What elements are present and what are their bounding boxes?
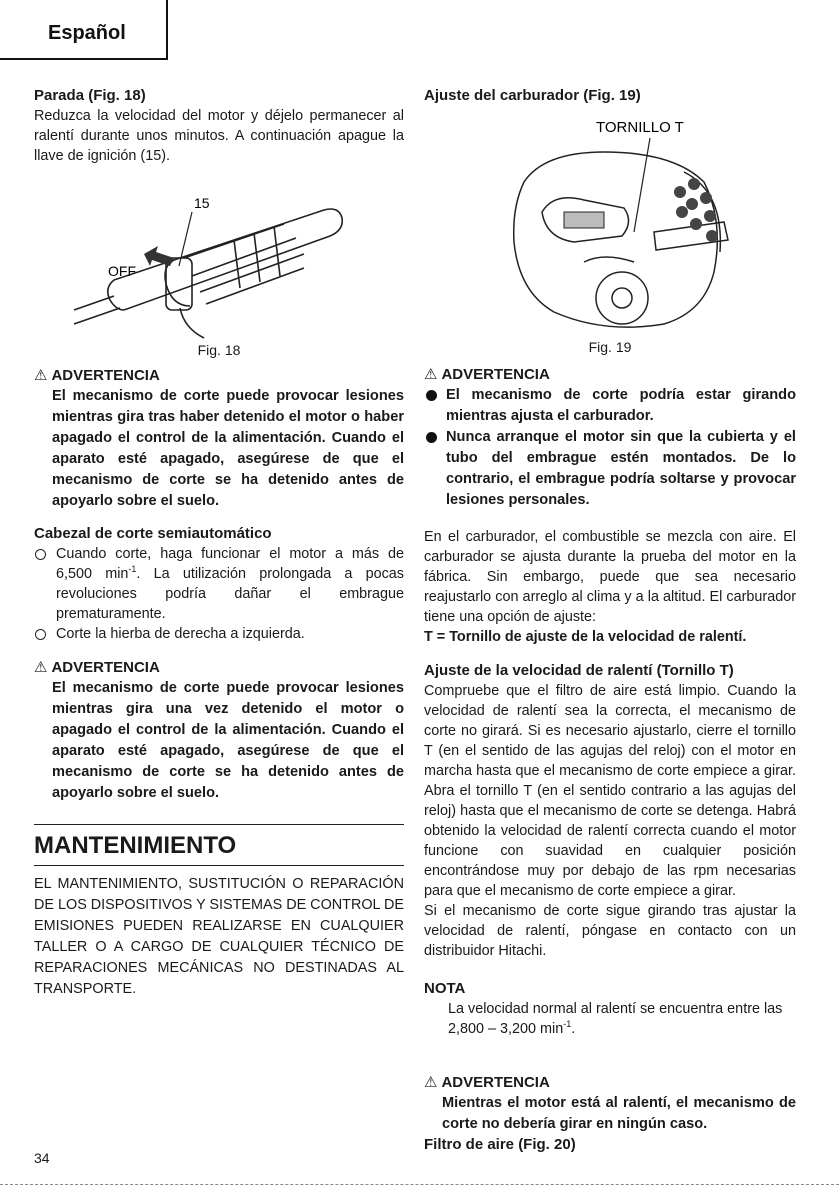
warning-4-title: ADVERTENCIA xyxy=(441,1074,550,1091)
left-column xyxy=(34,86,404,1000)
warning-3 xyxy=(424,365,796,511)
fig19-caption: Fig. 19 xyxy=(588,339,632,355)
note-text: La velocidad normal al ralentí se encuentra entre las 2,800 – 3,200 $\min^{-1}$. xyxy=(448,1001,783,1037)
maintenance-text: EL MANTENIMIENTO, SUSTITUCIÓN O REPARACIÓN DE LOS DISPOSITIVOS Y SISTEMAS DE CONTROL DE EMISIONES PUEDEN REALIZARSE EN CUALQUIER TALLER O A CARGO DE CUALQUIER TÉCNICO DE REPARACIONES MECÁNICAS NO DESTINADAS AL TRANSPORTE. xyxy=(34,876,404,997)
fig18-caption: Fig. 18 xyxy=(197,342,241,358)
semi-auto-item-2: Corte la hierba de derecha a izquierda. xyxy=(34,624,404,644)
language-label: Español xyxy=(48,22,126,44)
idle-section xyxy=(424,661,796,961)
carb-option: T = Tornillo de ajuste de la velocidad de ralentí. xyxy=(424,629,747,645)
warning-triangle-icon: ⚠ xyxy=(424,1074,438,1091)
warning-4 xyxy=(424,1073,796,1135)
warning-3-title: ADVERTENCIA xyxy=(441,366,550,383)
semi-auto-section xyxy=(34,524,404,644)
idle-text: Compruebe que el filtro de aire está limpio. Cuando la velocidad de ralentí sea la correcta, el mecanismo de corte no girará. Si es necesario ajustarlo, cierre el tornillo T (en el sentido de las agujas del reloj) con el motor en marcha hasta que el mecanismo de corte empiece a girar. Abra el tornillo T (en el sentido contrario a las agujas del reloj) hasta que el mecanismo de corte se detenga. Habrá obtenido la velocidad de ralentí correcta cuando el motor funcione con suavidad en cualquier posición encontrándose muy por debajo de las rpm necesarias para que el mecanismo de corte empiece a girar. xyxy=(424,683,796,899)
fig18-callout-15: 15 xyxy=(194,195,210,211)
idle-text-2: Si el mecanismo de corte sigue girando tras ajustar la velocidad de ralentí, póngase en contacto con un distribuidor Hitachi. xyxy=(424,903,796,959)
note-section xyxy=(424,979,796,1039)
divider xyxy=(34,865,404,866)
maintenance-section xyxy=(34,824,404,1000)
warning-2-title: ADVERTENCIA xyxy=(51,659,160,676)
warning-triangle-icon: ⚠ xyxy=(34,367,48,384)
air-filter-heading: Filtro de aire (Fig. 20) xyxy=(424,1136,576,1153)
warning-3-item-1: El mecanismo de corte podría estar girando mientras ajusta el carburador. xyxy=(424,385,796,427)
fig18-off-label: OFF xyxy=(108,263,136,279)
warning-2 xyxy=(34,658,404,804)
stop-heading: Parada (Fig. 18) xyxy=(34,87,146,104)
warning-triangle-icon: ⚠ xyxy=(34,659,48,676)
ignition-switch-illustration xyxy=(34,188,404,340)
warning-3-item-2: Nunca arranque el motor sin que la cubierta y el tubo del embrague estén montados. De lo contrario, el embrague podría soltarse y provocar lesiones personales. xyxy=(424,427,796,511)
semi-auto-heading: Cabezal de corte semiautomático xyxy=(34,525,272,542)
warning-1-text: El mecanismo de corte puede provocar lesiones mientras gira tras haber detenido el motor o haber apagado el control de la alimentación. Cuando el aparato esté apagado, asegúrese de que el mecanismo de corte se ha detenido antes de apoyarlo sobre el suelo. xyxy=(52,388,404,509)
carb-text: En el carburador, el combustible se mezcla con aire. El carburador se ajusta durante la prueba del motor en la fábrica. Sin embargo, puede que sea necesario reajustarlo con arreglo al clima y a la altitud. El carburador tiene una opción de ajuste: xyxy=(424,529,796,625)
warning-1-title: ADVERTENCIA xyxy=(51,367,160,384)
warning-4-text: Mientras el motor está al ralentí, el mecanismo de corte no debería girar en ningún caso. xyxy=(442,1095,796,1132)
idle-heading: Ajuste de la velocidad de ralentí (Tornillo T) xyxy=(424,662,734,679)
page-number: 34 xyxy=(34,1150,50,1166)
fig19-screw-label: TORNILLO T xyxy=(596,119,684,136)
right-column xyxy=(424,86,796,1155)
carburator-illustration xyxy=(424,112,796,337)
carb-heading: Ajuste del carburador (Fig. 19) xyxy=(424,87,641,104)
bottom-border xyxy=(0,1184,839,1185)
warning-1 xyxy=(34,366,404,512)
stop-text: Reduzca la velocidad del motor y déjelo permanecer al ralentí durante unos minutos. A continuación apague la llave de ignición (15). xyxy=(34,108,404,164)
figure-18 xyxy=(34,188,404,358)
language-tab xyxy=(0,0,168,60)
maintenance-title: MANTENIMIENTO xyxy=(34,832,237,859)
semi-auto-item-1: Cuando corte, haga funcionar el motor a más de 6,500 $\min^{-1}$. La utilización prolongada a pocas revoluciones podría dañar el embrague prematuramente. xyxy=(34,544,404,624)
warning-2-text: El mecanismo de corte puede provocar lesiones mientras gira una vez detenido el motor o apagado el control de la alimentación. Cuando el aparato esté apagado, asegúrese de que el mecanismo de corte se ha detenido antes de apoyarlo sobre el suelo. xyxy=(52,680,404,801)
note-heading: NOTA xyxy=(424,980,466,997)
figure-19 xyxy=(424,112,796,355)
warning-triangle-icon: ⚠ xyxy=(424,366,438,383)
